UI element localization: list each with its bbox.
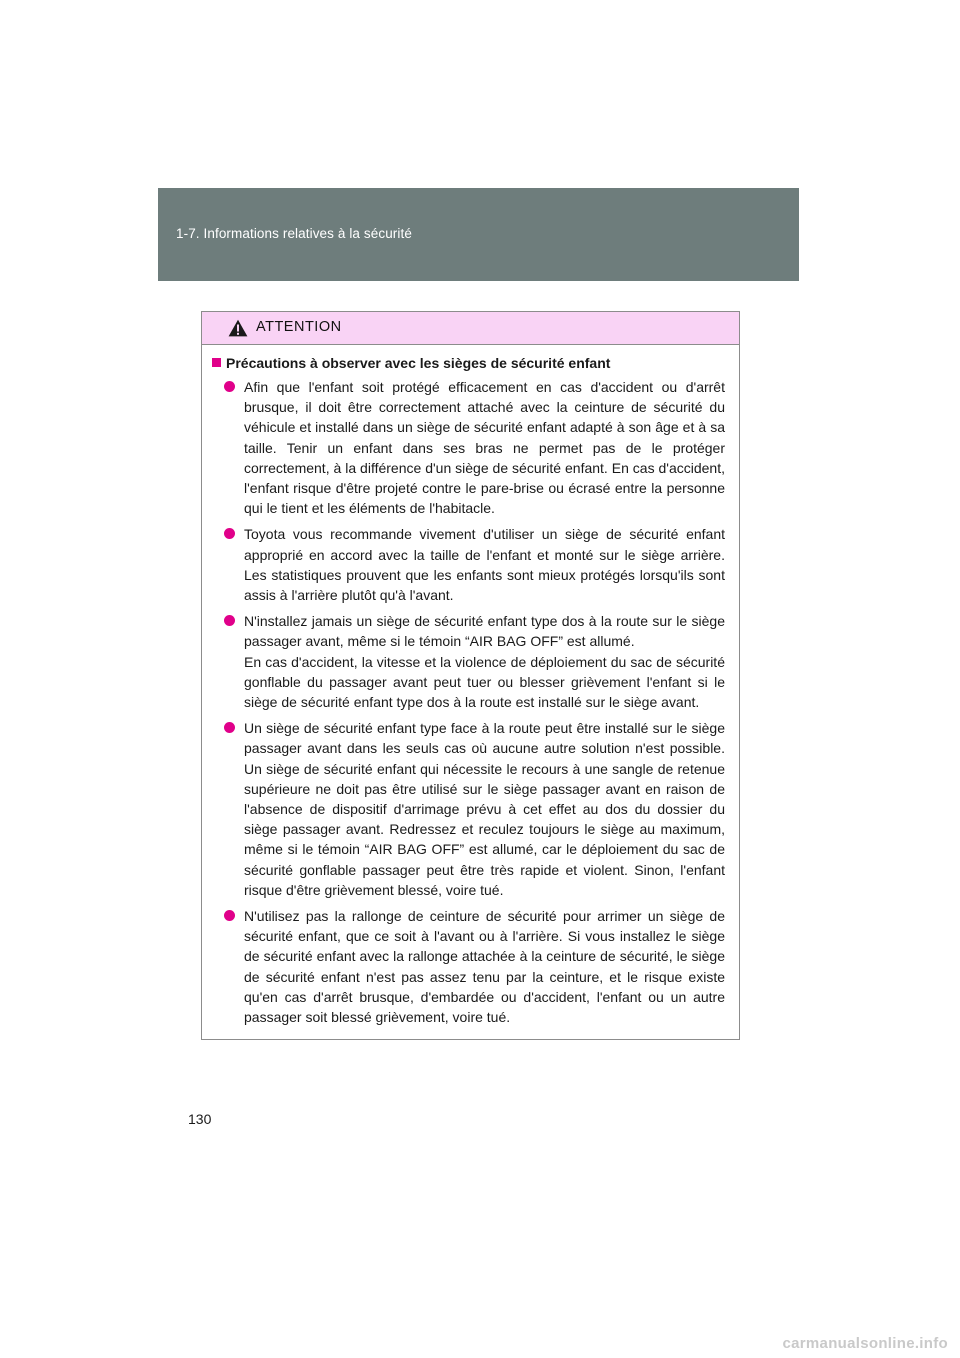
round-bullet-icon [224,910,235,921]
item-text: Un siège de sécurité enfant type face à la route peut être installé sur le siège passager avant dans les seuls cas où aucune autre solution n'est possible. Un siège de sécurité enfant qui nécessite le recours à une sangle de retenue supérieure ne doit pas être utilisé sur le siège passager avant en raison de l'absence de dispositif d'arrimage prévu à cet effet au dos du dossier du siège passager avant. Redressez et reculez toujours le siège au maximum, même si le témoin “AIR BAG OFF” est allumé, car le déploiement du sac de sécurité gonflable passager peut être très rapide et violent. Sinon, l'enfant risque d'être grièvement blessé, voire tué. [244,720,725,898]
round-bullet-icon [224,722,235,733]
round-bullet-icon [224,528,235,539]
attention-box [201,311,740,1040]
page-number: 130 [188,1111,212,1127]
subheading-text: Précautions à observer avec les sièges de sécurité enfant [226,355,611,371]
section-title: 1-7. Informations relatives à la sécurité [176,226,412,241]
square-bullet-icon [212,358,221,367]
round-bullet-icon [224,615,235,626]
warning-triangle-icon [228,319,248,337]
list-item [212,611,729,712]
attention-title: ATTENTION [256,319,342,335]
item-text: Toyota vous recommande vivement d'utiliser un siège de sécurité enfant approprié en accord avec la taille de l'enfant et monté sur le siège arrière. Les statistiques prouvent que les enfants sont mieux protégés lorsqu'ils sont assis à l'arrière plutôt qu'à l'avant. [244,526,725,604]
list-item [212,906,729,1027]
header-band [158,188,799,281]
item-text: N'utilisez pas la rallonge de ceinture de sécurité pour arrimer un siège de sécurité enfant, que ce soit à l'avant ou à l'arrière. Si vous installez le siège de sécurité enfant avec la rallonge attachée à la ceinture de sécurité, le siège de sécurité enfant n'est pas assez tenu par la ceinture, et le risque existe qu'en cas d'arrêt brusque, d'embardée ou d'accident, l'enfant ou un autre passager soit blessé grièvement, voire tué. [244,908,725,1026]
list-item [212,718,729,900]
item-text: Afin que l'enfant soit protégé efficacement en cas d'accident ou d'arrêt brusque, il doit être correctement attaché avec la ceinture de sécurité du véhicule et installé dans un siège de sécurité enfant adapté à son âge et à sa taille. Tenir un enfant dans ses bras ne permet pas de le protéger correctement, à la différence d'un siège de sécurité enfant. En cas d'accident, l'enfant risque d'être projeté contre le pare-brise ou écrasé entre la personne qui le tient et les éléments de l'habitacle. [244,379,725,517]
attention-body [202,345,739,1027]
list-item [212,377,729,518]
watermark: carmanualsonline.info [782,1335,948,1352]
list-item [212,524,729,605]
item-text-continued: En cas d'accident, la vitesse et la violence de déploiement du sac de sécurité gonflable du passager avant peut tuer ou blesser grièvement l'enfant si le siège de sécurité enfant type dos à la route est installé sur le siège avant. [244,653,725,711]
round-bullet-icon [224,381,235,392]
attention-header [202,312,739,345]
item-text: N'installez jamais un siège de sécurité enfant type dos à la route sur le siège passager avant, même si le témoin “AIR BAG OFF” est allumé. [244,613,725,650]
subheading [212,355,729,371]
